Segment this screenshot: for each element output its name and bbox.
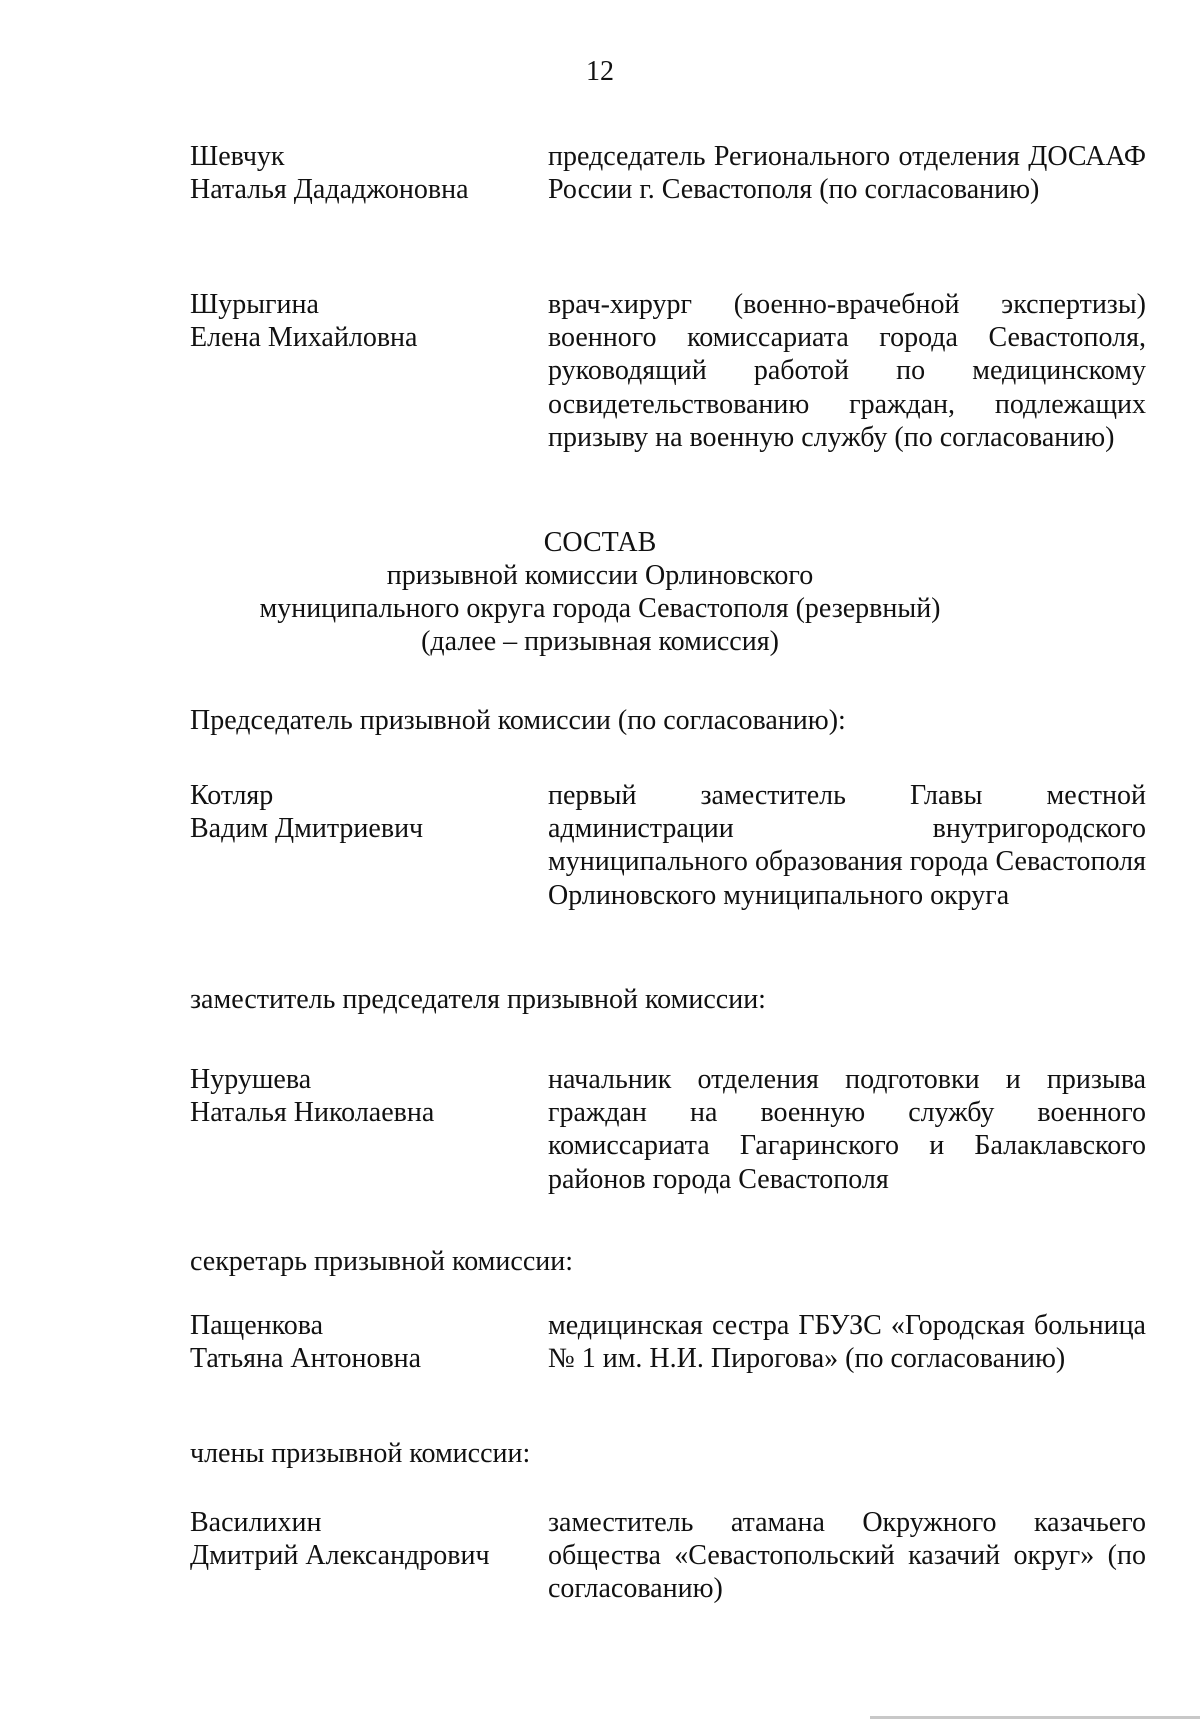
member-name bbox=[190, 779, 530, 845]
member-name bbox=[190, 1063, 530, 1129]
scan-edge-line bbox=[870, 1716, 1200, 1719]
member-given-name: Татьяна Антоновна bbox=[190, 1343, 422, 1374]
member-name bbox=[190, 140, 530, 206]
member-given-name: Дмитрий Александрович bbox=[190, 1540, 490, 1571]
member-surname: Нурушева bbox=[190, 1064, 312, 1095]
member-given-name: Елена Михайловна bbox=[190, 322, 418, 353]
member-surname: Пащенкова bbox=[190, 1310, 324, 1341]
member-role: врач-хирург (военно-врачебной экспертизы) военного комиссариата города Севастополя, руководящий работой по медицинскому освидетельствованию граждан, подлежащих призыву на военную службу (по согласованию) bbox=[548, 289, 1146, 453]
member-given-name: Вадим Дмитриевич bbox=[190, 813, 424, 844]
composition-heading bbox=[0, 526, 1200, 658]
member-surname: Шевчук bbox=[190, 141, 285, 172]
member-role: медицинская сестра ГБУЗС «Городская больница № 1 им. Н.И. Пирогова» (по согласованию) bbox=[548, 1310, 1146, 1375]
member-given-name: Наталья Дададжоновна bbox=[190, 174, 469, 205]
member-surname: Шурыгина bbox=[190, 289, 319, 320]
members-label: члены призывной комиссии: bbox=[190, 1438, 531, 1469]
deputy-label: заместитель председателя призывной комиссии: bbox=[190, 984, 766, 1015]
member-role: первый заместитель Главы местной администрации внутригородского муниципального образования города Севастополя Орлиновского муниципального округа bbox=[548, 780, 1146, 911]
member-role: начальник отделения подготовки и призыва граждан на военную службу военного комиссариата Гагаринского и Балаклавского районов города Севастополя bbox=[548, 1064, 1146, 1195]
heading-line: призывной комиссии Орлиновского bbox=[386, 560, 814, 591]
member-role: председатель Регионального отделения ДОСААФ России г. Севастополя (по согласованию) bbox=[548, 141, 1146, 206]
page-number: 12 bbox=[586, 56, 614, 87]
heading-line: муниципального округа города Севастополя (резервный) bbox=[259, 593, 941, 624]
chairman-label: Председатель призывной комиссии (по согласованию): bbox=[190, 705, 846, 736]
member-name bbox=[190, 1506, 530, 1572]
member-surname: Василихин bbox=[190, 1507, 322, 1538]
heading-title: СОСТАВ bbox=[543, 527, 657, 558]
member-surname: Котляр bbox=[190, 780, 274, 811]
member-name bbox=[190, 288, 530, 354]
member-given-name: Наталья Николаевна bbox=[190, 1097, 435, 1128]
secretary-label: секретарь призывной комиссии: bbox=[190, 1246, 573, 1277]
member-role: заместитель атамана Окружного казачьего общества «Севастопольский казачий округ» (по согласованию) bbox=[548, 1507, 1146, 1605]
member-name bbox=[190, 1309, 530, 1375]
heading-line: (далее – призывная комиссия) bbox=[421, 626, 779, 657]
